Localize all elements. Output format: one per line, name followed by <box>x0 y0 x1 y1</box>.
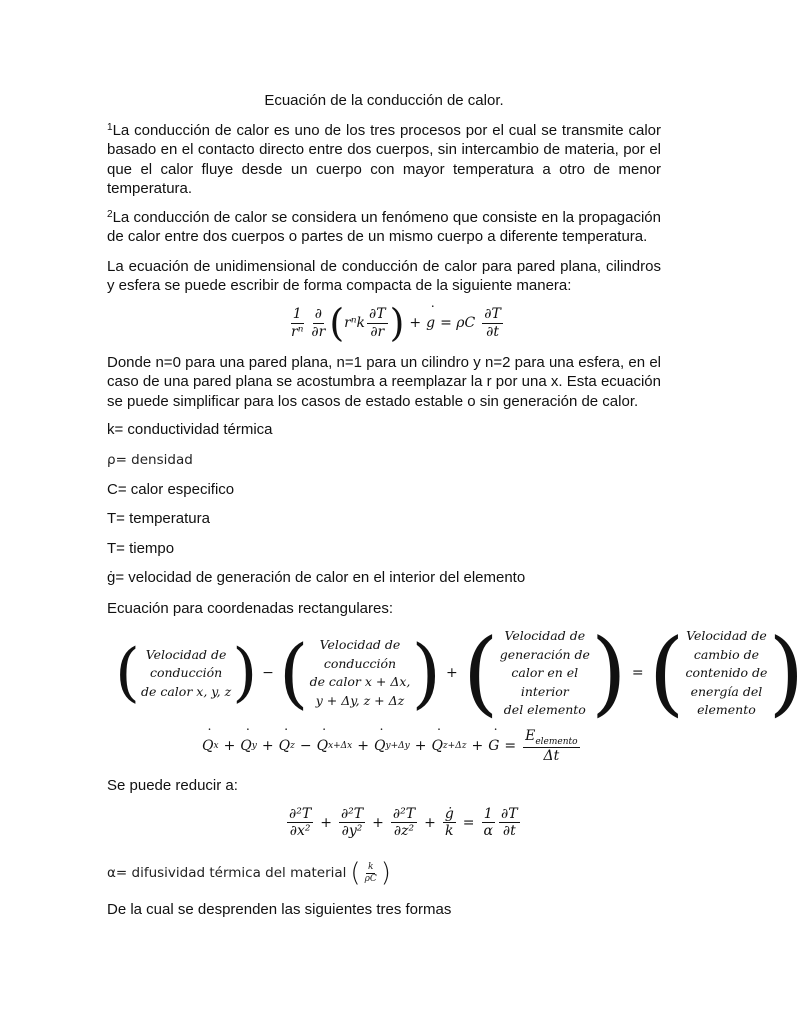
final-line: De la cual se desprenden las siguientes tres formas <box>107 901 452 918</box>
equation-balance-rect: Q ˙ x + Q ˙ y + Q ˙ z − Q ˙ x+Δx + Q ˙ y+Δy + Q ˙ z+Δz + G ˙ = $\frac{E_{elemento}}{\Delta t}$ <box>202 728 582 764</box>
reduce-heading: Se puede reducir a: <box>107 777 238 794</box>
alpha-definition: α= difusividad térmica del material ( $\frac{k}{\rho C}$ ) <box>107 858 391 888</box>
equation-compact: $\frac{1}{\text{rⁿ}}$ $\frac{\partial}{\partial r}$ ( rⁿk $\frac{\partial T}{\partial r}$ ) + g ˙ = ρC $\frac{\partial T}{\partial t}$ <box>287 304 505 342</box>
eq1-gdot: g ˙ <box>426 315 435 331</box>
balance-box-2: ( Velocidad de conducción de calor x + Δx, y + Δy, z + Δz ) <box>278 628 442 718</box>
def-c: C= calor especifico <box>107 481 235 498</box>
document-title: Ecuación de la conducción de calor. <box>264 92 504 109</box>
def-t1: T= temperatura <box>107 510 210 527</box>
def-rho: ρ= densidad <box>107 452 193 468</box>
eq1-frac-rhs: $\frac{\partial T}{\partial t}$ <box>484 306 501 340</box>
paragraph-3: La ecuación de unidimensional de conducción de calor para pared plana, cilindros y esfera se puede escribir de forma compacta de la siguiente manera: <box>107 258 661 295</box>
def-k: k= conductividad térmica <box>107 421 273 438</box>
balance-box-3: ( Velocidad de generación de calor en el interior del elemento ) <box>462 619 627 727</box>
energy-balance: ( Velocidad de conducción de calor x, y, z ) − ( Velocidad de conducción de calor x + Δx, y + Δy, z + Δz ) + ( Velocidad de generación de calor en el interior del elemento ) = ( Velocidad de cambio de contenido de energía del elemento ) <box>115 619 804 727</box>
eq1-frac-dT: $\frac{\partial T}{\partial r}$ <box>369 306 386 340</box>
def-t2: T= tiempo <box>107 540 175 557</box>
balance-box-4: ( Velocidad de cambio de contenido de energía del elemento ) <box>648 619 804 727</box>
paragraph-4: Donde n=0 para una pared plana, n=1 para un cilindro y n=2 para una esfera, en el caso de una pared plana se acostumbra a reemplazar la r por una x. Esta ecuación se puede simplificar para los casos de estado estable o sin generación de calor. <box>107 354 661 410</box>
eq1-frac-1: $\frac{1}{\text{rⁿ}}$ <box>291 306 304 340</box>
eq1-inner: rⁿk <box>344 315 365 331</box>
def-g: ġ= velocidad de generación de calor en el interior del elemento <box>107 569 526 586</box>
balance-box-1: ( Velocidad de conducción de calor x, y, z ) <box>115 636 258 711</box>
paragraph-1-text: La conducción de calor es uno de los tres procesos por el cual se transmite calor basado en el contacto directo entre dos cuerpos, sin intercambio de materia, por el que el calor fluye desde un cuerpo con mayor temperatura a otro de menor temperatura. <box>107 122 661 197</box>
paragraph-2-text: La conducción de calor se considera un fenómeno que consiste en la propagación de calor entre dos cuerpos o partes de un mismo cuerpo a diferente temperatura. <box>107 209 661 246</box>
footnote-ref-1: 1 <box>107 122 113 133</box>
paragraph-1 <box>107 121 661 198</box>
eq2-frac-rhs: $\frac{E_{elemento}}{\Delta t}$ <box>525 728 578 765</box>
footnote-ref-2: 2 <box>107 209 113 220</box>
eq1-frac-d: $\frac{\partial}{\partial r}$ <box>311 306 326 340</box>
paragraph-2 <box>107 208 661 247</box>
equation-heat-3d: $\frac{\text{∂²T}}{\text{∂x²}}$ + $\frac{\text{∂²T}}{\text{∂y²}}$ + $\frac{\text{∂²T}}{\text{∂z²}}$ + $\frac{ġ}{k}$ = $\frac{1}{\alpha}$ $\frac{\partial T}{\partial t}$ <box>289 806 518 840</box>
rect-heading: Ecuación para coordenadas rectangulares: <box>107 600 394 617</box>
